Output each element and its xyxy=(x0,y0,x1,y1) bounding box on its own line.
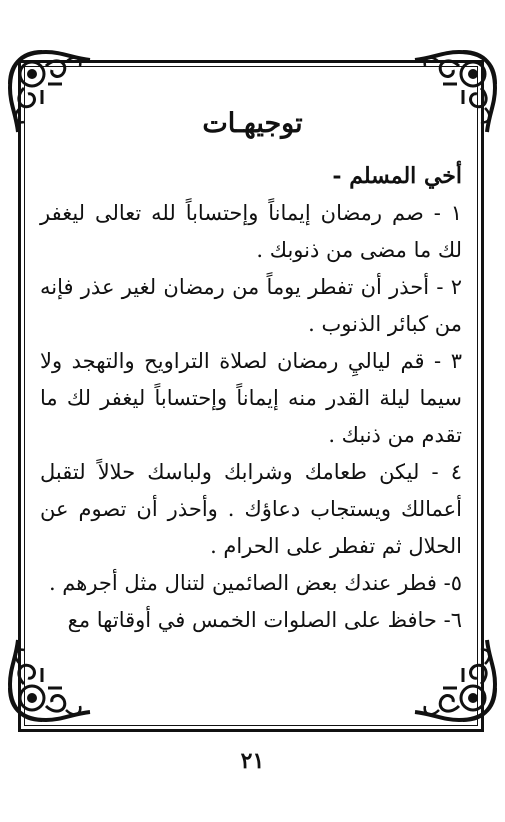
item-text: أحذر أن تفطر يوماً من رمضان لغير عذر فإنه من كبائر الذنوب . xyxy=(40,275,462,336)
list-item xyxy=(40,565,462,602)
item-number: ٣ - xyxy=(434,349,462,373)
item-number: ١ - xyxy=(433,201,462,225)
corner-ornament-bottom-right xyxy=(407,632,503,728)
item-number: ٦- xyxy=(443,608,462,632)
item-number: ٥- xyxy=(443,571,462,595)
list-item xyxy=(40,602,462,639)
guidance-list xyxy=(40,158,462,639)
list-item xyxy=(40,343,462,454)
greeting: أخي المسلم - xyxy=(332,163,462,189)
list-item xyxy=(40,195,462,269)
item-text: ليكن طعامك وشرابك ولباسك حلالاً لتقبل أعمالك ويستجاب دعاؤك . وأحذر أن تصوم عن الحلال ثم تفطر على الحرام . xyxy=(40,460,462,558)
item-text: صم رمضان إيماناً وإحتساباً لله تعالى ليغفر لك ما مضى من ذنوبك . xyxy=(40,201,462,262)
item-text: حافظ على الصلوات الخمس في أوقاتها مع xyxy=(67,608,437,632)
list-item xyxy=(40,454,462,565)
item-number: ٢ - xyxy=(436,275,462,299)
page-title: توجيهـات xyxy=(202,108,303,139)
item-number: ٤ - xyxy=(431,460,462,484)
page-number: ٢١ xyxy=(240,748,265,774)
list-item xyxy=(40,269,462,343)
item-text: قم لياليِ رمضان لصلاة التراويح والتهجد ولا سيما ليلة القدر منه إيماناً وإحتساباً ليغفر لك ما تقدم من ذنبك . xyxy=(40,349,462,447)
corner-ornament-bottom-left xyxy=(2,632,98,728)
item-text: فطر عندك بعض الصائمين لتنال مثل أجرهم . xyxy=(48,571,437,595)
